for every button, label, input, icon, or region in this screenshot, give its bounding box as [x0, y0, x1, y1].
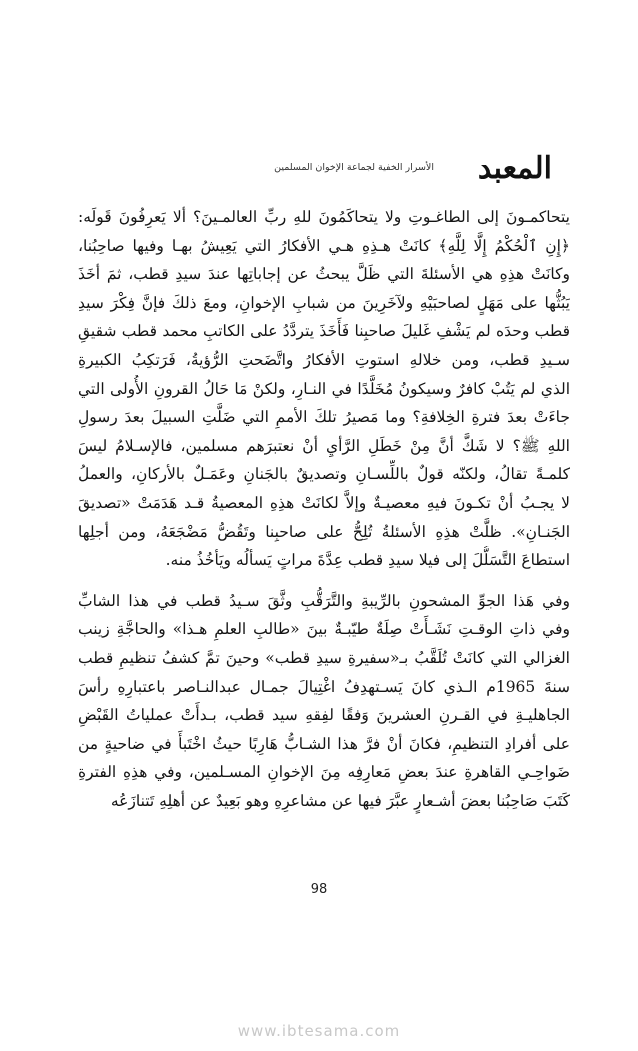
text-line: وفي هَذا الجوِّ المشحونِ بالرِّيبةِ والتَّرَقُّبِ وثَّقَ سـيدُ قطب في هذا الشابِّ: [78, 591, 570, 610]
text-line: يتحاكمـونَ إلى الطاغـوتِ ولا يتحاكَمُونَ للهِ ربِّ العالمـينَ؟ ألا يَعرِفُونَ قَولَه:: [78, 208, 570, 226]
text-line: لا يجـبُ أنْ تكـونَ فيهِ معصيـةٌ وإلاَّ لكانَتْ هذِهِ المعصيةُ قـد هَدَمَتْ «تصديقَ: [78, 493, 570, 512]
body-text: [78, 203, 570, 815]
text-line: على أفرادِ التنظيمِ، فكانَ أنْ فرَّ هذا الشـابُّ هَارِبًا حيثُ اخْتَبأَ في ضاحيةٍ من: [78, 734, 570, 753]
text-line: اللهِ ﷺ؟ لا شَكَّ أنَّ مِنْ خَطَلِ الرَّأيِ أنْ نعتبرَهم مسلمين، فالإسـلامُ ليسَ: [78, 436, 570, 455]
book-subtitle: الأسرار الخفية لجماعة الإخوان المسلمين: [274, 162, 434, 173]
text-line: الجاهليـةِ في القـرنِ العشرينَ وَفقًا لفِقهِ سيد قطب، بـدأَتْ عملياتُ القَبْضِ: [78, 706, 570, 725]
paragraph-2: [78, 587, 570, 816]
text-line: كلمـةً تقالُ، ولكنّه قولٌ باللِّسـانِ وتصديقٌ بالجَنانِ وعَمَـلٌ بالأركانِ، والعملُ: [78, 465, 570, 484]
text-line: استطاعَ التَّسَلُّلَ إلى فيلا سيدِ قطب عِدَّةَ مراتٍ يَسألُه ويَأخُذُ منه.: [165, 551, 570, 570]
text-line: ﴿إِنِ ٱلْحُكْمُ إِلَّا لِلَّهِ﴾ كانَتْ هـذِهِ هـي الأفكارُ التي يَعِيشُ بهـا وفيها صاحِبُنا،: [78, 236, 570, 255]
text-line: قطب وحدَه لم يَشْفِ غَليلَ صاحبِنا فَأَخَذَ يتردَّدُ على الكاتبِ محمد قطب شقيقِ: [78, 322, 570, 341]
watermark: www.ibtesama.com: [237, 1022, 401, 1040]
text-line: الذي لم يَتُبْ كافرٌ وسيكونُ مُخَلَّدًا في النـارِ، ولكنْ مَا حَالُ القرونِ الأُولى التي: [78, 379, 570, 398]
running-header: [86, 148, 552, 194]
text-line: جاءَتْ بعدَ فترةِ الخِلافةِ؟ وما مَصيرُ تلكَ الأممِ التي ضَلَّتِ السبيلَ بعدَ رسولِ: [78, 408, 570, 427]
text-line: وفي ذاتِ الوقـتِ نَشَـأَتْ صِلَةٌ طيّبـةٌ بينَ «طالبِ العلمِ هـذا» والحاجَّةِ زينب: [78, 620, 570, 639]
text-line: ضَواحِـي القاهرةِ عندَ بعضِ مَعارِفِه مِنَ الإخوانِ المسـلمين، وفي هذِهِ الفترةِ: [78, 763, 570, 782]
paragraph-1: [78, 203, 570, 575]
page-number: 98: [310, 882, 328, 897]
text-line: الجَنـانِ». ظلَّتْ هذِهِ الأسئلةُ تُلِحُّ على صاحبِنا وتَقُضُّ مَضْجَعَهُ، ومن أجلِها: [78, 522, 570, 541]
text-line: وكانَتْ هذِهِ هي الأسئلةَ التي ظَلَّ يبحثُ عن إجاباتِها عندَ سيدِ قطب، ثمَ أخَذَ: [78, 265, 570, 284]
text-line: كَتَبَ صَاحِبُنا بعضَ أشـعارٍ عبَّرَ فيها عن مشاعرِهِ وهو بَعِيدٌ عن أهلِهِ تَتنازَعُه: [110, 791, 570, 810]
text-line: يَبُثُّها على مَهَلٍ لصاحبَيْهِ ولآخَرِينَ من شبابِ الإخوانِ، ومعَ ذلكَ فإنَّ فِكْرَ سيدِ: [78, 293, 570, 312]
text-line: سنةَ 1965م الـذي كانَ يَسـتهدِفُ اغْتِيالَ جمـال عبدالنـاصر باعتبارِهِ رأسَ: [78, 677, 570, 696]
text-line: الغزالي التي كانَتْ تُلَقَّبُ بـ«سفيرةِ سيدِ قطب» وحينَ تمَّ كشفُ تنظيمِ قطب: [78, 648, 570, 667]
book-logo: المعبد: [477, 151, 552, 186]
text-line: سـيدِ قطب، ومن خلالهِ استوتِ الأفكارُ واتَّضَحتِ الرُّؤيةُ، فَرَتكِبُ الكبيرةِ: [78, 350, 570, 369]
